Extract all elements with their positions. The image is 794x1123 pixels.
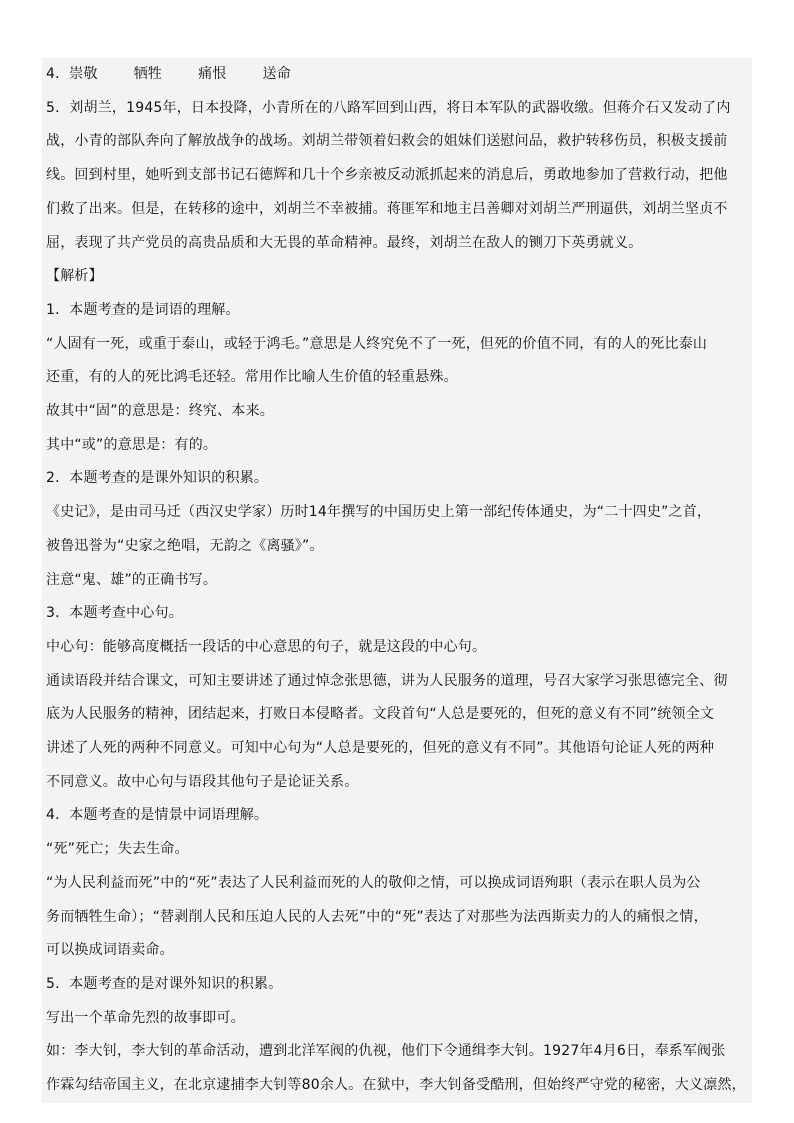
word-3: 痛恨 — [198, 66, 227, 82]
section-heading-analysis: 【解析】 — [46, 268, 103, 285]
text-line: 还重，有的人的死比鸿毛还轻。常用作比喻人生价值的轻重悬殊。 — [46, 369, 458, 386]
text-line: “死”死亡；失去生命。 — [46, 841, 189, 858]
text-line: “人固有一死，或重于泰山，或轻于鸿毛。”意思是人终究免不了一死，但死的价值不同，有的人的死比泰山 — [46, 335, 708, 352]
text-line: 可以换成词语卖命。 — [46, 942, 174, 959]
text-line: 们救了出来。但是，在转移的途中，刘胡兰不幸被捕。蒋匪军和地主吕善卿对刘胡兰严刑逼供，刘胡兰坚贞不 — [46, 200, 728, 217]
text-line: 如：李大钊，李大钊的革命活动，遭到北洋军阀的仇视，他们下令通缉李大钊。1927年4月6日，奉系军阀张 — [46, 1043, 726, 1060]
text-line: 4．本题考查的是情景中词语理解。 — [46, 807, 269, 824]
text-line: 线。回到村里，她听到支部书记石德辉和几十个乡亲被反动派抓起来的消息后，勇敢地参加了营救行动，把他 — [46, 167, 728, 184]
word-4: 送命 — [262, 66, 291, 82]
text-line: 2．本题考查的是课外知识的积累。 — [46, 470, 269, 487]
text-line: 其中“或”的意思是：有的。 — [46, 436, 218, 453]
text-line: 注意“鬼、雄”的正确书写。 — [46, 571, 218, 588]
text-line: 故其中“固”的意思是：终究、本来。 — [46, 403, 274, 420]
text-line: 3．本题考查中心句。 — [46, 605, 183, 622]
word-2: 牺牲 — [133, 66, 163, 82]
text-line: 底为人民服务的精神，团结起来，打败日本侵略者。文段首句“人总是要死的，但死的意义有不同”统领全文 — [46, 706, 715, 723]
text-line: 写出一个革命先烈的故事即可。 — [46, 1009, 245, 1026]
text-line: 5．刘胡兰，1945年，日本投降，小青所在的八路军回到山西，将日本军队的武器收缴。但蒋介石又发动了内 — [46, 99, 731, 116]
text-line: 不同意义。故中心句与语段其他句子是论证关系。 — [46, 773, 359, 790]
text-line: 《史记》，是由司马迁（西汉史学家）历时14年撰写的中国历史上第一部纪传体通史，为“二十四史”之首， — [46, 504, 712, 521]
text-line: 5．本题考查的是对课外知识的积累。 — [46, 975, 283, 992]
answer-4-words — [42, 58, 752, 92]
text-line: “为人民利益而死”中的“死”表达了人民利益而死的人的敬仰之情，可以换成词语殉职（表示在职人员为公 — [46, 874, 701, 891]
text-line: 1．本题考查的是词语的理解。 — [46, 301, 240, 318]
document-body — [42, 58, 752, 1103]
text-line: 通读语段并结合课文，可知主要讲述了通过悼念张思德，讲为人民服务的道理，号召大家学习张思德完全、彻 — [46, 672, 728, 689]
word-1: 4．崇敬 — [46, 66, 98, 82]
text-line: 讲述了人死的两种不同意义。可知中心句为“人总是要死的，但死的意义有不同”。其他语句论证人死的两种 — [46, 740, 715, 757]
text-line: 中心句：能够高度概括一段话的中心意思的句子，就是这段的中心句。 — [46, 638, 487, 655]
text-line: 屈，表现了共产党员的高贵品质和大无畏的革命精神。最终，刘胡兰在敌人的铡刀下英勇就义。 — [46, 234, 643, 251]
text-line: 务而牺牲生命）；“替剥削人民和压迫人民的人去死”中的“死”表达了对那些为法西斯卖力的人的痛恨之情， — [46, 908, 708, 925]
text-line: 作霖勾结帝国主义，在北京逮捕李大钊等80余人。在狱中，李大钊备受酷刑，但始终严守党的秘密，大义凛然， — [46, 1077, 746, 1094]
text-line: 战，小青的部队奔向了解放战争的战场。刘胡兰带领着妇救会的姐妹们送慰问品，救护转移伤员，积极支援前 — [46, 133, 728, 150]
text-line: 被鲁迅誉为“史家之绝唱，无韵之《离骚》”。 — [46, 537, 324, 554]
